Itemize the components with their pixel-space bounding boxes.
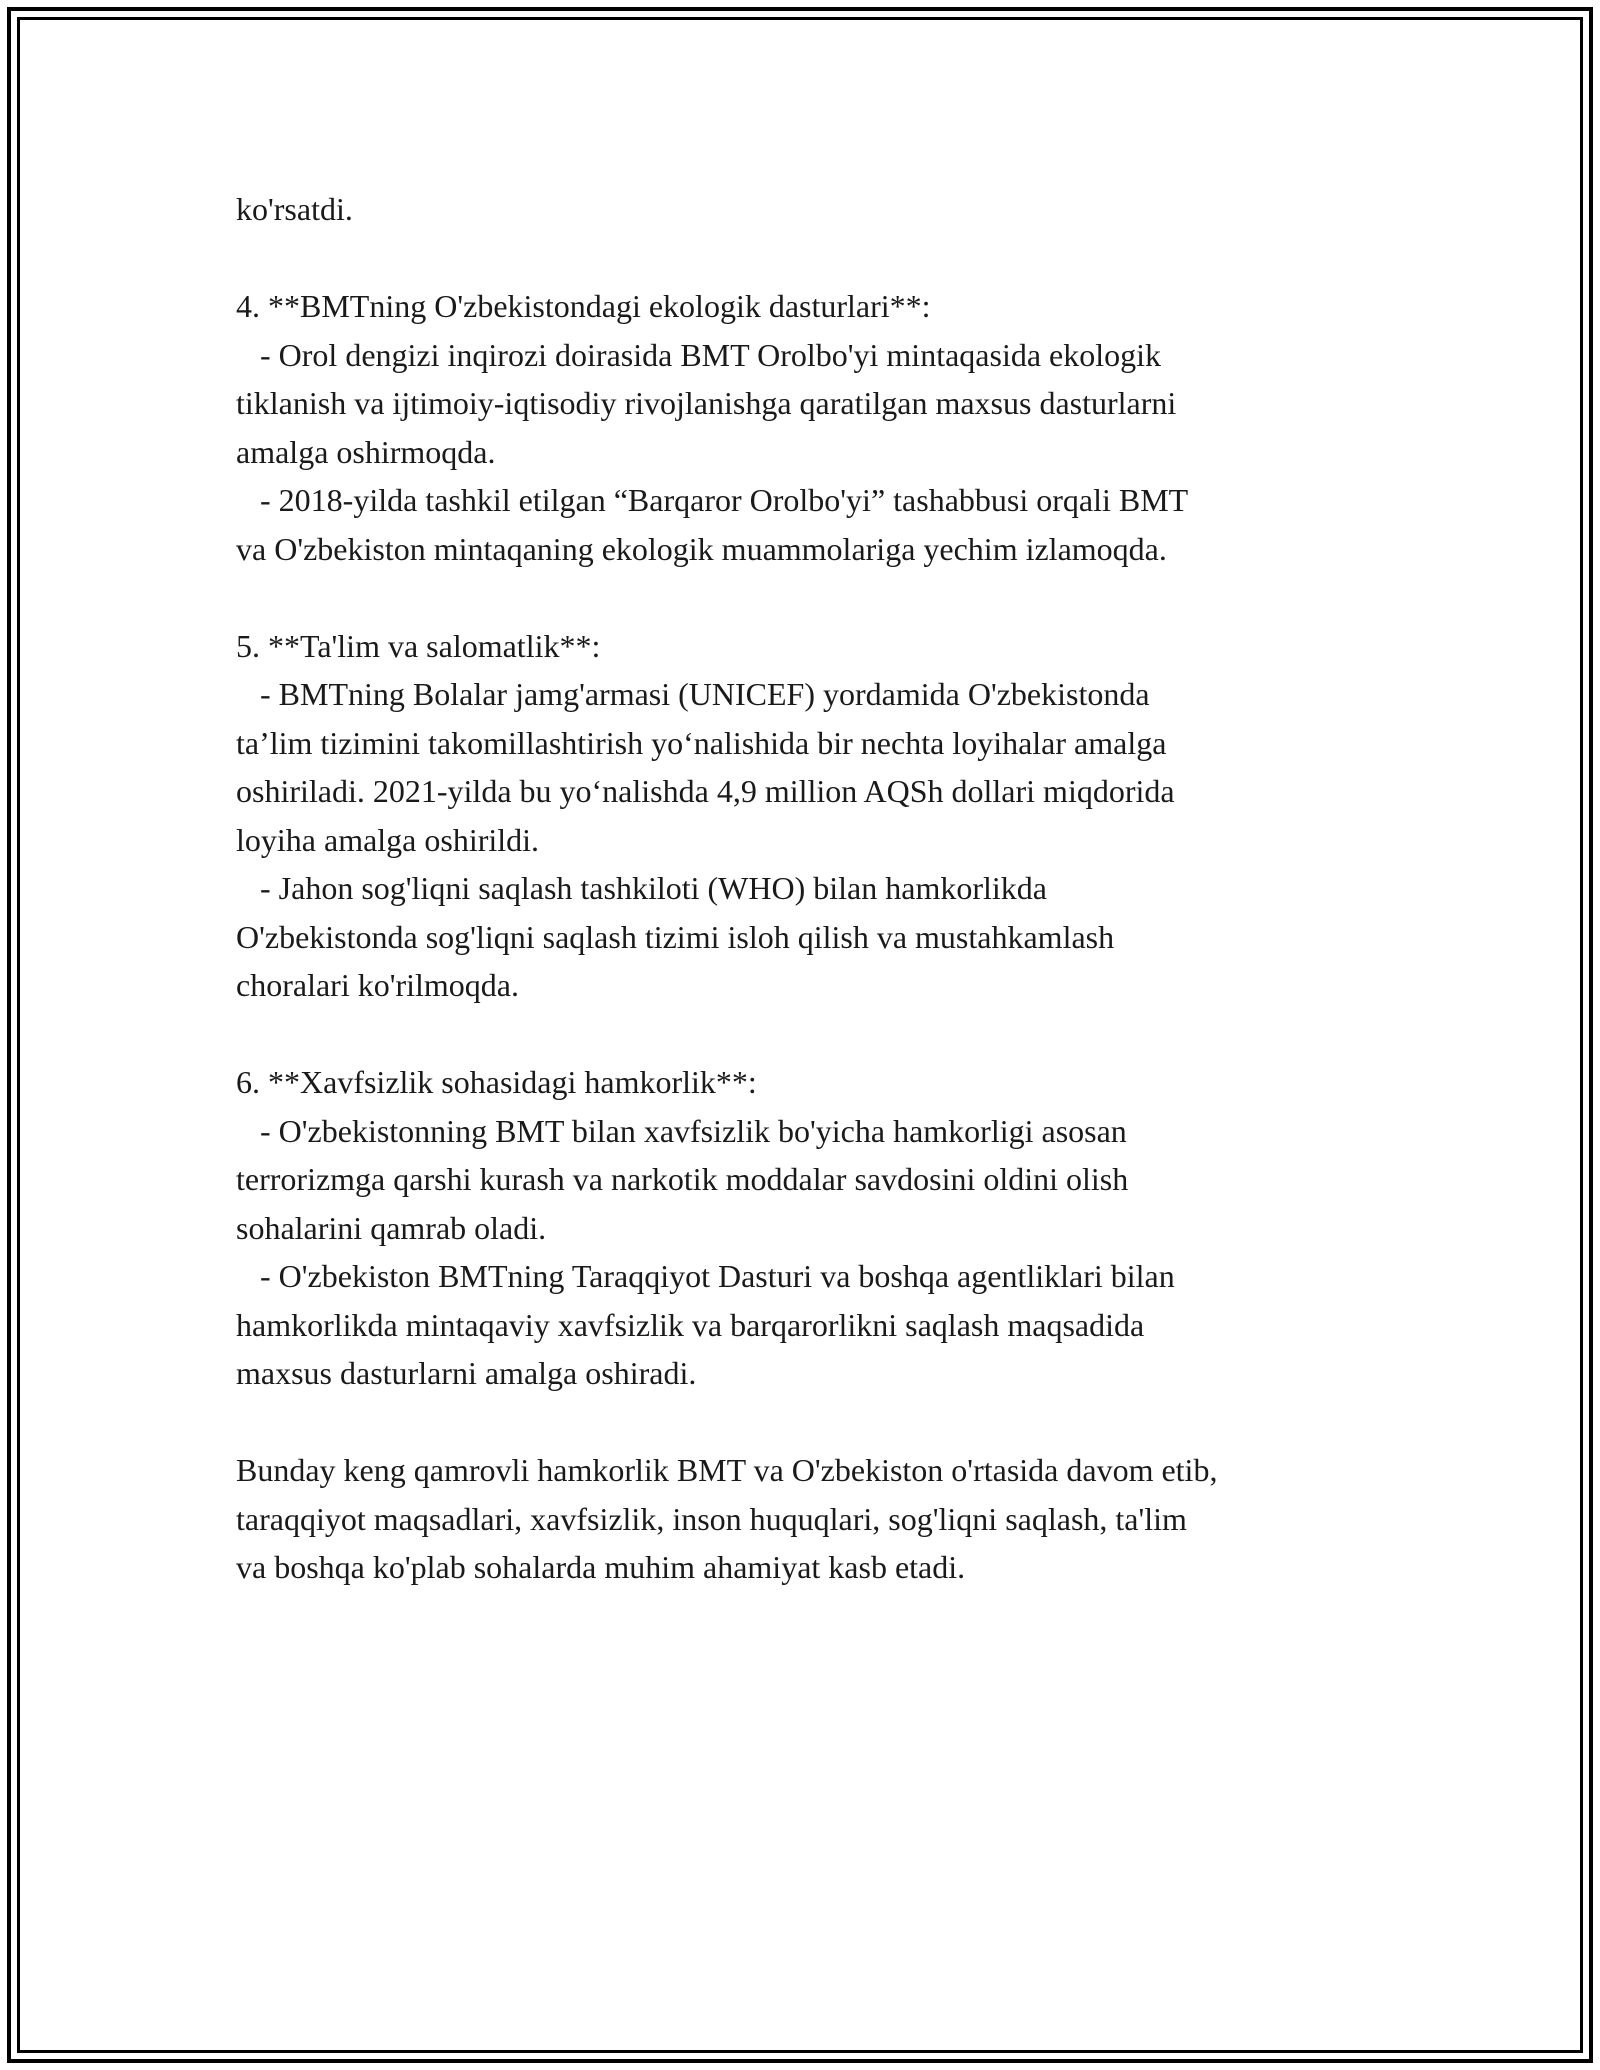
section-ecology (236, 282, 1416, 573)
text-line: ta’lim tizimini takomillashtirish yo‘nalishida bir nechta loyihalar amalga (236, 724, 1167, 761)
text-line: loyiha amalga oshirildi. (236, 821, 540, 858)
text-line: Bunday keng qamrovli hamkorlik BMT va O'zbekiston o'rtasida davom etib, (236, 1452, 1218, 1488)
text-line: - 2018-yilda tashkil etilgan “Barqaror Orolbo'yi” tashabbusi orqali BMT (236, 482, 1189, 518)
text-line: oshiriladi. 2021-yilda bu yo‘nalishda 4,9 million AQSh dollari miqdorida (236, 773, 1175, 809)
text-line: taraqqiyot maqsadlari, xavfsizlik, inson huquqlari, sog'liqni saqlash, ta'lim (236, 1500, 1187, 1537)
paragraph-gap (236, 234, 1416, 283)
text-line: - Jahon sog'liqni saqlash tashkiloti (WHO) bilan hamkorlikda (236, 870, 1047, 906)
text-line: hamkorlikda mintaqaviy xavfsizlik va barqarorlikni saqlash maqsadida (236, 1306, 1145, 1343)
text-line: - O'zbekiston BMTning Taraqqiyot Dasturi va boshqa agentliklari bilan (236, 1258, 1175, 1294)
text-line: - O'zbekistonning BMT bilan xavfsizlik bo'yicha hamkorligi asosan (236, 1112, 1127, 1149)
text-line: va boshqa ko'plab sohalarda muhim ahamiyat kasb etadi. (236, 1549, 966, 1585)
text-line: amalga oshirmoqda. (236, 433, 496, 470)
section-education-health (236, 622, 1416, 1010)
section-heading: 4. **BMTning O'zbekistondagi ekologik dasturlari**: (236, 288, 931, 324)
section-security (236, 1058, 1416, 1398)
text-line: terrorizmga qarshi kurash va narkotik moddalar savdosini oldini olish (236, 1161, 1129, 1197)
paragraph-gap (236, 573, 1416, 622)
text-line: sohalarini qamrab oladi. (236, 1209, 547, 1246)
text-line: - Orol dengizi inqirozi doirasida BMT Orolbo'yi mintaqasida ekologik (236, 336, 1162, 373)
text-line: maxsus dasturlarni amalga oshiradi. (236, 1355, 697, 1391)
section-heading: 6. **Xavfsizlik sohasidagi hamkorlik**: (236, 1064, 757, 1100)
paragraph-gap (236, 1398, 1416, 1447)
section-heading: 5. **Ta'lim va salomatlik**: (236, 627, 601, 664)
text-line: - BMTning Bolalar jamg'armasi (UNICEF) yordamida O'zbekistonda (236, 676, 1150, 712)
text-line: va O'zbekiston mintaqaning ekologik muammolariga yechim izlamoqda. (236, 530, 1167, 567)
text-line: tiklanish va ijtimoiy-iqtisodiy rivojlanishga qaratilgan maxsus dasturlarni (236, 385, 1177, 421)
document-body (236, 185, 1416, 1592)
text-line: O'zbekistonda sog'liqni saqlash tizimi isloh qilish va mustahkamlash (236, 918, 1115, 955)
conclusion-paragraph (236, 1446, 1416, 1592)
text-line: choralari ko'rilmoqda. (236, 967, 519, 1003)
continuation-line: ko'rsatdi. (236, 191, 353, 227)
paragraph-gap (236, 1010, 1416, 1059)
